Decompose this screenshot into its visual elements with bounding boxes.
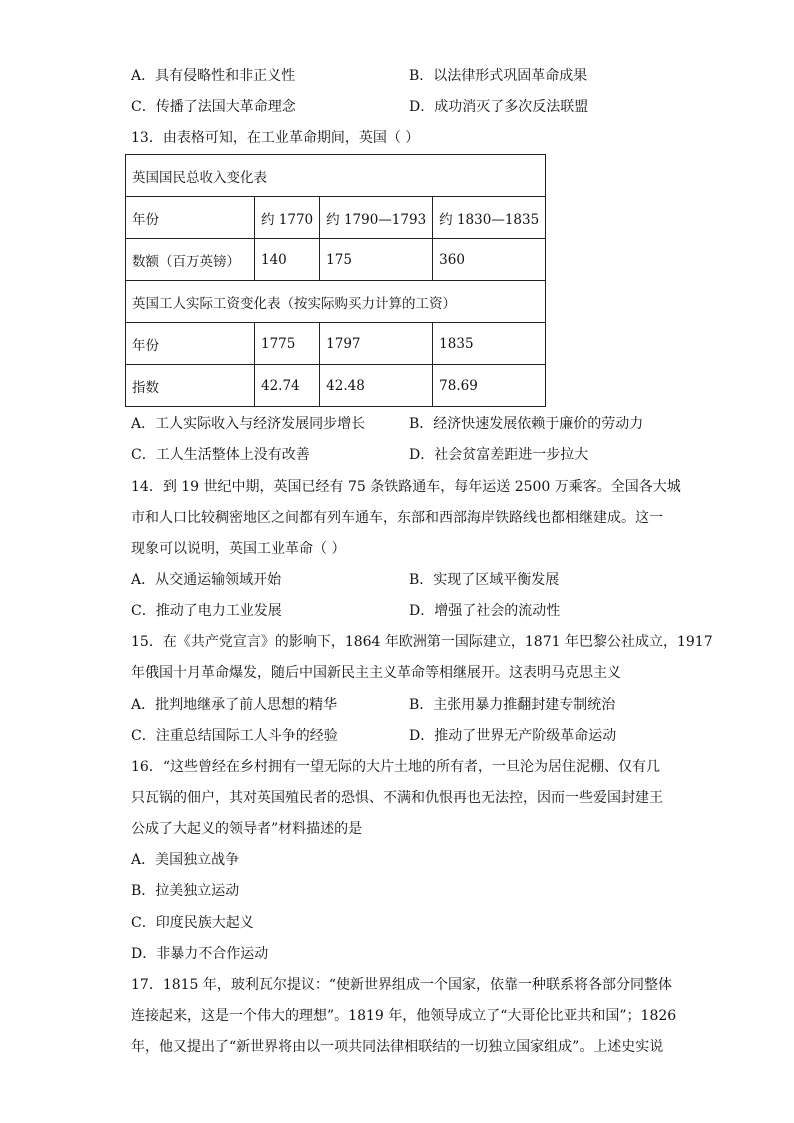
q16-stem-line3: 公成了大起义的领导者”材料描述的是 xyxy=(131,821,363,837)
q12-option-c: C．传播了法国大革命理念 xyxy=(131,99,296,115)
q12-option-a: A．具有侵略性和非正义性 xyxy=(131,68,296,84)
q14-option-c: C．推动了电力工业发展 xyxy=(131,603,282,619)
q17-stem-line3: 年，他又提出了“新世界将由以一项共同法律相联结的一切独立国家组成”。上述史实说 xyxy=(131,1039,664,1055)
q14-option-d: D．增强了社会的流动性 xyxy=(409,603,561,619)
table-cell: 360 xyxy=(433,239,546,281)
table-cell: 78.69 xyxy=(433,365,546,407)
table-cell: 1835 xyxy=(433,323,546,365)
table-title-income: 英国国民总收入变化表 xyxy=(126,155,546,197)
table-cell: 140 xyxy=(255,239,320,281)
q14-stem-line3: 现象可以说明，英国工业革命（ ） xyxy=(131,541,346,557)
q16-stem-line1: 16．“这些曾经在乡村拥有一望无际的大片土地的所有者，一旦沦为居住泥棚、仅有几 xyxy=(131,759,660,775)
table-cell: 1797 xyxy=(320,323,433,365)
q17-stem-line1: 17．1815 年，玻利瓦尔提议：“使新世界组成一个国家，依靠一种联系将各部分同整体 xyxy=(131,977,673,993)
q12-option-b: B．以法律形式巩固革命成果 xyxy=(409,68,588,84)
table-cell: 约 1830—1835 xyxy=(433,197,546,239)
q16-option-b: B．拉美独立运动 xyxy=(131,883,240,899)
table-cell: 年份 xyxy=(126,197,255,239)
table-cell: 42.74 xyxy=(255,365,320,407)
table-cell: 指数 xyxy=(126,365,255,407)
q17-stem-line2: 连接起来，这是一个伟大的理想”。1819 年，他领导成立了“大哥伦比亚共和国”；1826 xyxy=(131,1008,677,1024)
table-cell: 年份 xyxy=(126,323,255,365)
table-cell: 数额（百万英镑） xyxy=(126,239,255,281)
q13-option-c: C．工人生活整体上没有改善 xyxy=(131,447,310,463)
table-title-wage: 英国工人实际工资变化表（按实际购买力计算的工资） xyxy=(126,281,546,323)
q15-stem-line1: 15．在《共产党宣言》的影响下，1864 年欧洲第一国际建立，1871 年巴黎公社成立，1917 xyxy=(131,634,713,650)
table-cell: 约 1790—1793 xyxy=(320,197,433,239)
q13-stem: 13．由表格可知，在工业革命期间，英国（ ） xyxy=(131,130,420,146)
q13-option-a: A．工人实际收入与经济发展同步增长 xyxy=(131,416,366,432)
q13-option-b: B．经济快速发展依赖于廉价的劳动力 xyxy=(409,416,644,432)
table-cell: 42.48 xyxy=(320,365,433,407)
table-cell: 约 1770 xyxy=(255,197,320,239)
q15-option-a: A．批判地继承了前人思想的精华 xyxy=(131,697,338,713)
q15-option-d: D．推动了世界无产阶级革命运动 xyxy=(409,728,617,744)
income-wage-table xyxy=(125,154,546,407)
q15-option-b: B．主张用暴力推翻封建专制统治 xyxy=(409,697,616,713)
q15-option-c: C．注重总结国际工人斗争的经验 xyxy=(131,728,338,744)
table-cell: 175 xyxy=(320,239,433,281)
q13-option-d: D．社会贫富差距进一步拉大 xyxy=(409,447,589,463)
q12-option-d: D．成功消灭了多次反法联盟 xyxy=(409,99,589,115)
q14-stem-line2: 市和人口比较稠密地区之间都有列车通车，东部和西部海岸铁路线也都相继建成。这一 xyxy=(131,510,663,526)
q16-option-a: A．美国独立战争 xyxy=(131,852,240,868)
q16-option-c: C．印度民族大起义 xyxy=(131,915,254,931)
q14-stem-line1: 14．到 19 世纪中期，英国已经有 75 条铁路通车，每年运送 2500 万乘客。全国各大城 xyxy=(131,479,681,495)
q15-stem-line2: 年俄国十月革命爆发，随后中国新民主主义革命等相继展开。这表明马克思主义 xyxy=(131,665,621,681)
q14-option-b: B．实现了区域平衡发展 xyxy=(409,572,560,588)
q14-option-a: A．从交通运输领域开始 xyxy=(131,572,282,588)
q16-option-d: D．非暴力不合作运动 xyxy=(131,946,269,962)
q16-stem-line2: 只瓦锅的佃户，其对英国殖民者的恐惧、不满和仇恨再也无法控，因而一些爱国封建王 xyxy=(131,790,663,806)
table-cell: 1775 xyxy=(255,323,320,365)
